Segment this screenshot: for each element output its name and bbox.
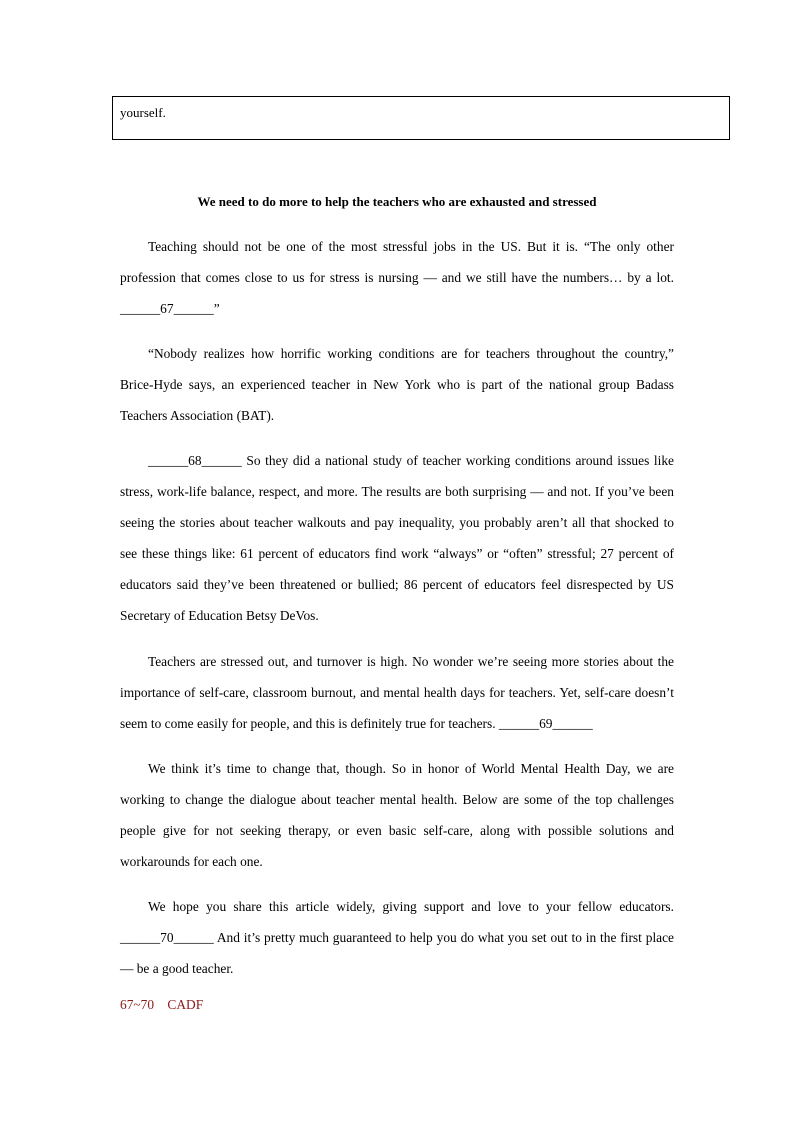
continued-text-box <box>112 96 730 140</box>
paragraph-6: We hope you share this article widely, giving support and love to your fellow educators. ______70______ And it’s pretty much guaranteed to help you do what you set out to in the first place — be a good teacher. <box>120 899 674 976</box>
box-text: yourself. <box>120 105 166 120</box>
answer-key: 67~70 CADF <box>120 997 204 1012</box>
paragraph-2: “Nobody realizes how horrific working conditions are for teachers throughout the country,” Brice-Hyde says, an experienced teacher in New York who is part of the national group Badass Teachers Association (BAT). <box>120 346 674 423</box>
paragraph-3: ______68______ So they did a national study of teacher working conditions around issues like stress, work-life balance, respect, and more. The results are both surprising — and not. If you’ve been seeing the stories about teacher walkouts and pay inequality, you probably aren’t all that shocked to see these things like: 61 percent of educators find work “always” or “often” stressful; 27 percent of educators said they’ve been threatened or bullied; 86 percent of educators feel disrespected by US Secretary of Education Betsy DeVos. <box>120 453 674 623</box>
article-title: We need to do more to help the teachers who are exhausted and stressed <box>197 194 597 209</box>
paragraph-4: Teachers are stressed out, and turnover is high. No wonder we’re seeing more stories about the importance of self-care, classroom burnout, and mental health days for teachers. Yet, self-care doesn’t seem to come easily for people, and this is definitely true for teachers. ______69______ <box>120 654 674 731</box>
paragraph-5: We think it’s time to change that, though. So in honor of World Mental Health Day, we are working to change the dialogue about teacher mental health. Below are some of the top challenges people give for not seeking therapy, or even basic self-care, along with possible solutions and workarounds for each one. <box>120 761 674 869</box>
paragraph-1: Teaching should not be one of the most stressful jobs in the US. But it is. “The only other profession that comes close to us for stress is nursing — and we still have the numbers… by a lot. ______67______” <box>120 239 674 316</box>
